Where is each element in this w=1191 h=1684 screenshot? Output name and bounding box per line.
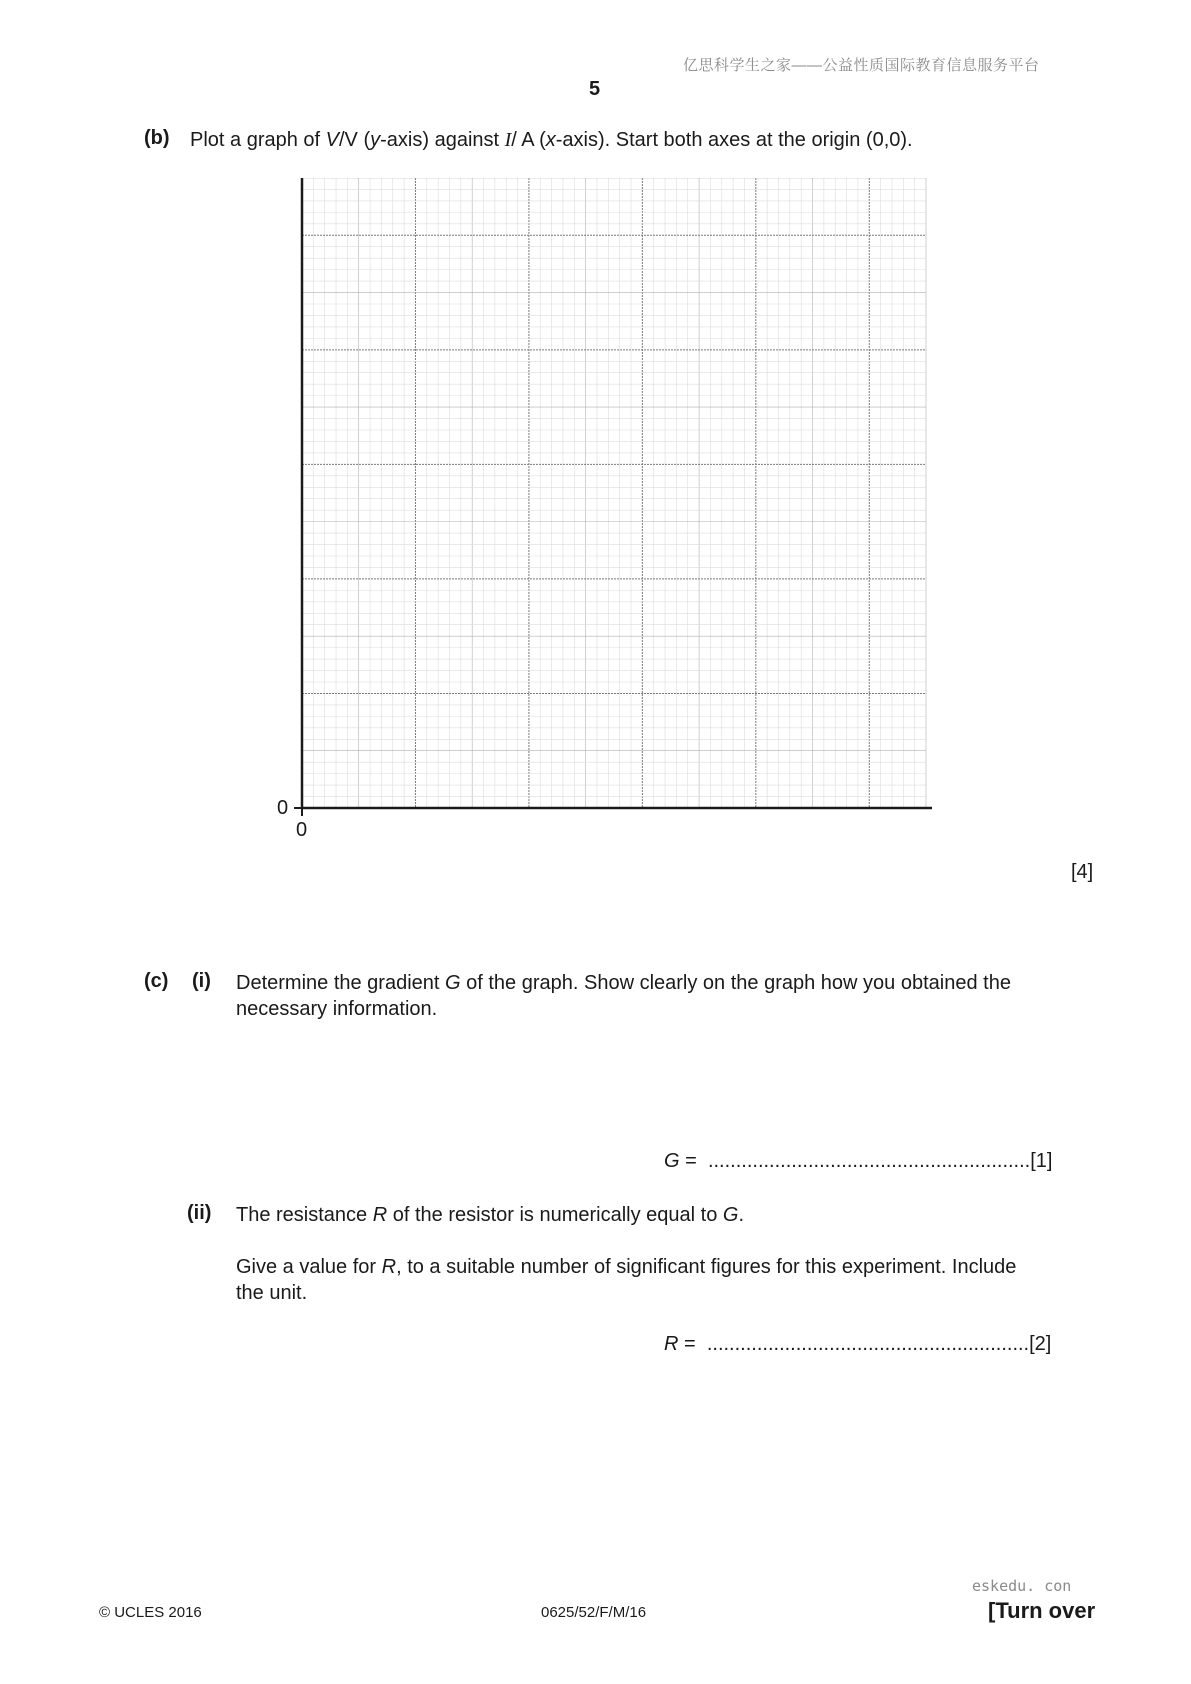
grid-lines (302, 178, 926, 808)
text: Determine the gradient (236, 972, 446, 994)
origin-y-label: 0 (277, 797, 289, 819)
text: -axis) against (380, 129, 505, 151)
part-b-instruction (190, 127, 913, 153)
part-b-label: (b) (144, 127, 170, 149)
text: The resistance (236, 1204, 373, 1226)
footer-copyright: © UCLES 2016 (99, 1604, 202, 1621)
part-c-i-question (236, 970, 1096, 1022)
text: Plot a graph of (190, 129, 326, 151)
footer-watermark: eskedu. con (972, 1577, 1072, 1595)
text: of the resistor is numerically equal to (387, 1204, 723, 1226)
var-g: G (722, 1204, 739, 1226)
var-x: x (545, 129, 556, 151)
text: = (679, 1150, 697, 1172)
g-answer-dots[interactable]: .......................................................... (707, 1150, 1031, 1172)
text: , to a suitable number of significant figures for this experiment. Include (396, 1256, 1017, 1278)
graph-area[interactable] (272, 178, 932, 848)
text: . (738, 1204, 745, 1226)
text: -axis). Start both axes at the origin (0,0). (555, 129, 913, 151)
graph-paper[interactable] (272, 178, 932, 848)
part-c-ii-statement (236, 1202, 744, 1228)
g-answer-line[interactable] (664, 1150, 1052, 1173)
r-label: R (664, 1333, 679, 1355)
var-r: R (372, 1204, 388, 1226)
var-r: R (381, 1256, 397, 1278)
text: / A ( (511, 129, 546, 151)
text: Give a value for (236, 1256, 382, 1278)
origin-x-label: 0 (296, 819, 308, 841)
page-number: 5 (589, 78, 601, 100)
var-y: y (370, 129, 381, 151)
r-answer-line[interactable] (664, 1333, 1051, 1356)
g-label: G (664, 1150, 680, 1172)
g-marks: [1] (1030, 1150, 1053, 1172)
var-g: G (445, 972, 461, 994)
var-i: I (504, 129, 512, 151)
r-answer-dots[interactable]: .......................................................... (706, 1333, 1030, 1355)
var-v: V (325, 129, 339, 151)
part-c-i-label: (i) (192, 970, 211, 992)
footer-paper-code: 0625/52/F/M/16 (541, 1604, 647, 1621)
part-c-i-line-2: necessary information. (236, 998, 438, 1020)
header-watermark: 亿思科学生之家——公益性质国际教育信息服务平台 (683, 57, 1040, 74)
part-c-ii-label: (ii) (187, 1202, 212, 1224)
part-c-ii-line-1 (236, 1254, 1096, 1280)
text: of the graph. Show clearly on the graph how you obtained the (460, 972, 1011, 994)
turn-over: [Turn over (988, 1598, 1096, 1623)
part-c-ii-question (236, 1254, 1096, 1306)
text: /V ( (339, 129, 371, 151)
part-c-label: (c) (144, 970, 169, 992)
part-c-ii-line-2: the unit. (236, 1282, 308, 1304)
part-b-marks: [4] (1071, 861, 1094, 883)
part-c-i-line-1 (236, 970, 1096, 996)
text: = (678, 1333, 696, 1355)
r-marks: [2] (1029, 1333, 1052, 1355)
